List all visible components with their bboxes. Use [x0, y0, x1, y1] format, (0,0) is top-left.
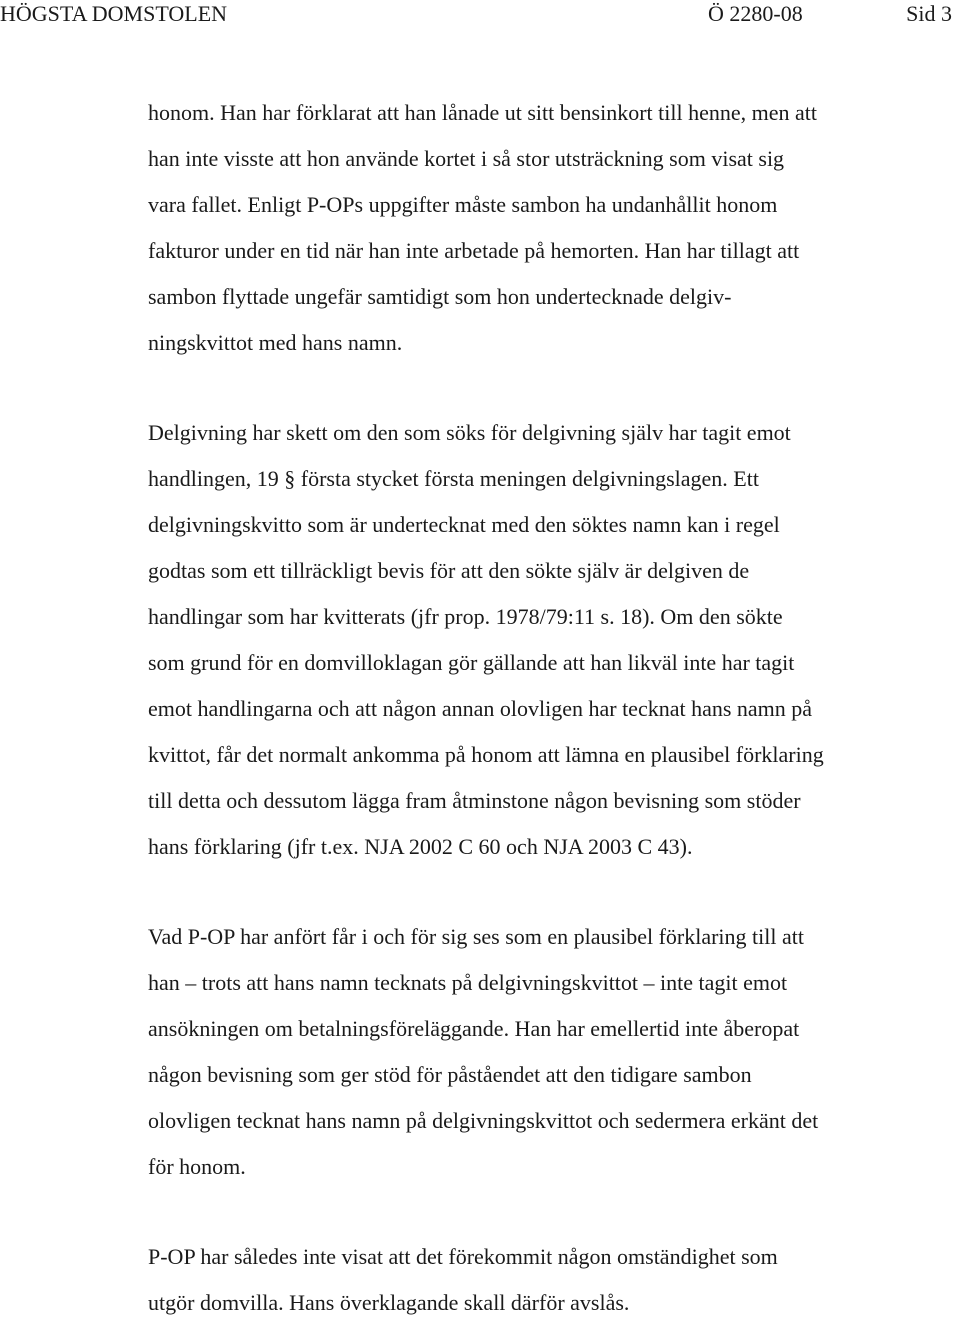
text-line: sambon flyttade ungefär samtidigt som hon undertecknade delgiv- — [148, 284, 732, 309]
paragraph-3 — [148, 914, 960, 1190]
court-name: HÖGSTA DOMSTOLEN — [0, 1, 228, 26]
paragraph-gap — [148, 366, 960, 410]
text-line: som grund för en domvilloklagan gör gällande att han likväl inte har tagit — [148, 650, 795, 675]
text-line: P-OP har således inte visat att det förekommit någon omständighet som — [148, 1244, 778, 1269]
page-header — [0, 0, 960, 30]
text-line: ansökningen om betalningsföreläggande. Han har emellertid inte åberopat — [148, 1016, 800, 1041]
paragraph-gap — [148, 1190, 960, 1234]
page-number: Sid 3 — [906, 1, 952, 26]
paragraph-4 — [148, 1234, 960, 1326]
paragraph-2 — [148, 410, 960, 870]
text-line: vara fallet. Enligt P-OPs uppgifter måste sambon ha undanhållit honom — [148, 192, 778, 217]
paragraph-gap — [148, 870, 960, 914]
text-line: ningskvittot med hans namn. — [148, 330, 403, 355]
text-line: utgör domvilla. Hans överklagande skall därför avslås. — [148, 1290, 630, 1315]
text-line: handlingar som har kvitterats (jfr prop. 1978/79:11 s. 18). Om den sökte — [148, 604, 783, 629]
text-line: godtas som ett tillräckligt bevis för att den sökte själv är delgiven de — [148, 558, 750, 583]
document-body — [148, 90, 960, 1326]
text-line: hans förklaring (jfr t.ex. NJA 2002 C 60 och NJA 2003 C 43). — [148, 834, 693, 859]
text-line: kvittot, får det normalt ankomma på honom att lämna en plausibel förklaring — [148, 742, 824, 767]
text-line: Vad P-OP har anfört får i och för sig ses som en plausibel förklaring till att — [148, 924, 804, 949]
text-line: honom. Han har förklarat att han lånade ut sitt bensinkort till henne, men att — [148, 100, 817, 125]
text-line: någon bevisning som ger stöd för påståendet att den tidigare sambon — [148, 1062, 752, 1087]
case-number: Ö 2280-08 — [708, 1, 803, 26]
text-line: delgivningskvitto som är undertecknat med den söktes namn kan i regel — [148, 512, 780, 537]
text-line: handlingen, 19 § första stycket första meningen delgivningslagen. Ett — [148, 466, 759, 491]
paragraph-1 — [148, 90, 960, 366]
text-line: han inte visste att hon använde kortet i så stor utsträckning som visat sig — [148, 146, 785, 171]
text-line: olovligen tecknat hans namn på delgivningskvittot och sedermera erkänt det — [148, 1108, 819, 1133]
text-line: fakturor under en tid när han inte arbetade på hemorten. Han har tillagt att — [148, 238, 800, 263]
text-line: Delgivning har skett om den som söks för delgivning själv har tagit emot — [148, 420, 791, 445]
text-line: han – trots att hans namn tecknats på delgivningskvittot – inte tagit emot — [148, 970, 788, 995]
text-line: till detta och dessutom lägga fram åtminstone någon bevisning som stöder — [148, 788, 801, 813]
text-line: för honom. — [148, 1154, 246, 1179]
text-line: emot handlingarna och att någon annan olovligen har tecknat hans namn på — [148, 696, 813, 721]
